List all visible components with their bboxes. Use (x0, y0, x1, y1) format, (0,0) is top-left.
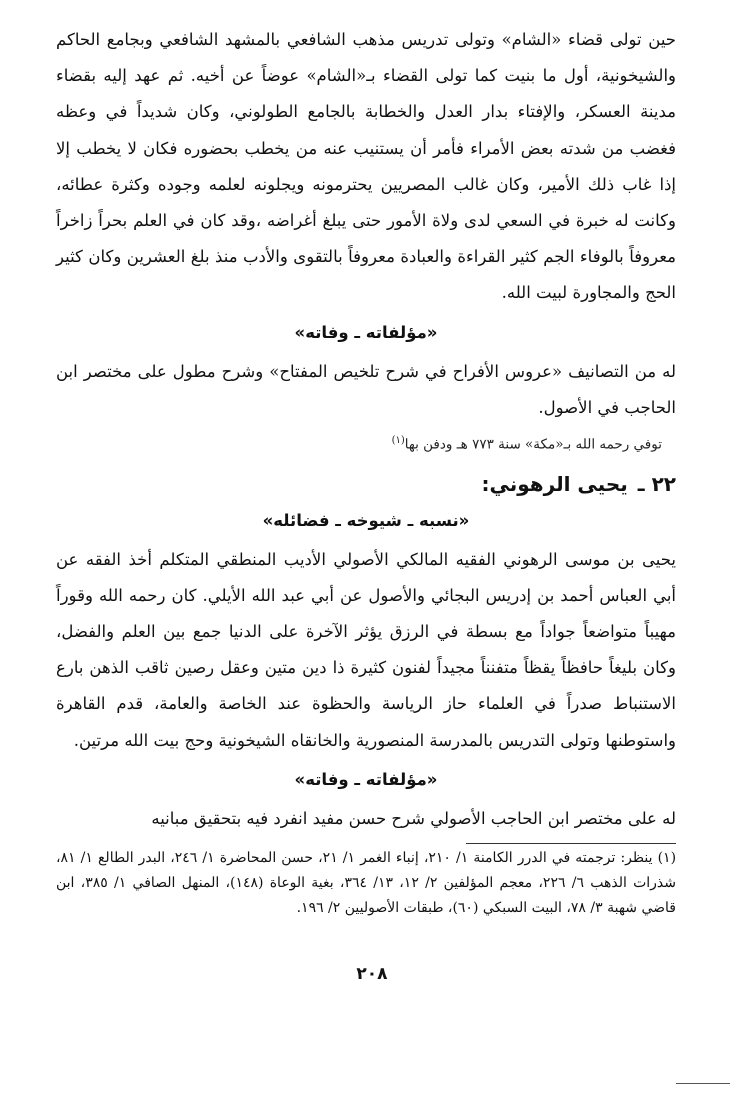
page-edge-line (676, 1083, 730, 1084)
book-page-body (56, 22, 676, 837)
works-death-heading-1: «مؤلفاته ـ وفاته» (294, 322, 438, 342)
page-number: ٢٠٨ (356, 964, 388, 984)
biography-paragraph-2: يحيى بن موسى الرهوني الفقيه المالكي الأصولي الأديب المنطقي المتكلم أخذ الفقه عن أبي العباس أحمد بن إدريس البجائي والأصول عن أبي عبد الله الأيلي. كان رحمه الله وقوراً مهيباً متواضعاً جواداً مع بسطة في الرزق يؤثر الآخرة على الدنيا جمع بين العلم والفضل، وكان بليغاً حافظاً يقظاً متفنناً مجيداً لفنون كثيرة ذا دين متين وعقل رصين ثاقب الذهن بارع الاستنباط صدراً في العلماء حاز الرياسة والحظوة عند الخاصة والعامة، قدم القاهرة واستوطنها وتولى التدريس بالمدرسة المنصورية والخانقاه الشيخونية وحج بيت الله مرتين. (56, 549, 676, 750)
entry-number: ٢٢ ـ (637, 471, 676, 496)
works-death-heading-2: «مؤلفاته ـ وفاته» (294, 769, 438, 789)
entry-name: يحيى الرهوني: (481, 471, 628, 496)
footnote-reference-marker[interactable]: (١) (391, 435, 405, 447)
footnote-text: (١) ينظر: ترجمته في الدرر الكامنة ١/ ٢١٠، إنباء الغمر ١/ ٢١، حسن المحاضرة ١/ ٢٤٦، البدر الطالع ١/ ٨١، شذرات الذهب ٦/ ٢٢٦، معجم المؤلفين ٢/ ١٢، ١٣/ ٣٦٤، بغية الوعاة (١٤٨)، المنهل الصافي ١/ ٣٨٥، ابن قاضي شهبة ٣/ ٧٨، البيت السبكي (٦٠)، طبقات الأصوليين ٢/ ١٩٦. (56, 850, 677, 916)
lineage-teachers-virtues-heading: «نسبه ـ شيوخه ـ فضائله» (262, 510, 470, 530)
entry-22-heading (56, 468, 676, 500)
biography-continuation-paragraph: حين تولى قضاء «الشام» وتولى تدريس مذهب الشافعي بالمشهد الشافعي وبجامع الحاكم والشيخونية، أول ما بنيت كما تولى القضاء بـ«الشام» عوضاً عن أخيه. ثم عهد إليه بقضاء مدينة العسكر، والإفتاء بدار العدل والخطابة بالجامع الطولوني، وكان شديداً في وعظه فغضب من شدته بعض الأمراء فأمر أن يستنيب عنه من يخطب بحضوره فكان لا يخطب إلا إذا غاب ذلك الأمير، وكان غالب المصريين يحترمونه ويجلونه لعلمه وجوده وكثرة عطائه، وكانت له خبرة في السعي لدى ولاة الأمور حتى يبلغ أغراضه ،وقد كان في العلم بحراً زاخراً معروفاً بالوفاء الجم كثير القراءة والعبادة معروفاً بالتقوى والأدب منذ بلغ العشرين وكان كثير الحج والمجاورة لبيت الله. (56, 30, 676, 303)
works-paragraph-1: له من التصانيف «عروس الأفراح في شرح تلخيص المفتاح» وشرح مطول على مختصر ابن الحاجب في الأصول. (56, 361, 676, 417)
footnote-divider (466, 843, 676, 844)
death-note-text: توفي رحمه الله بـ«مكة» سنة ٧٧٣ هـ ودفن بها (404, 436, 662, 453)
works-paragraph-2: له على مختصر ابن الحاجب الأصولي شرح حسن مفيد انفرد فيه بتحقيق مبانيه (151, 808, 676, 828)
death-note-1 (56, 426, 662, 460)
